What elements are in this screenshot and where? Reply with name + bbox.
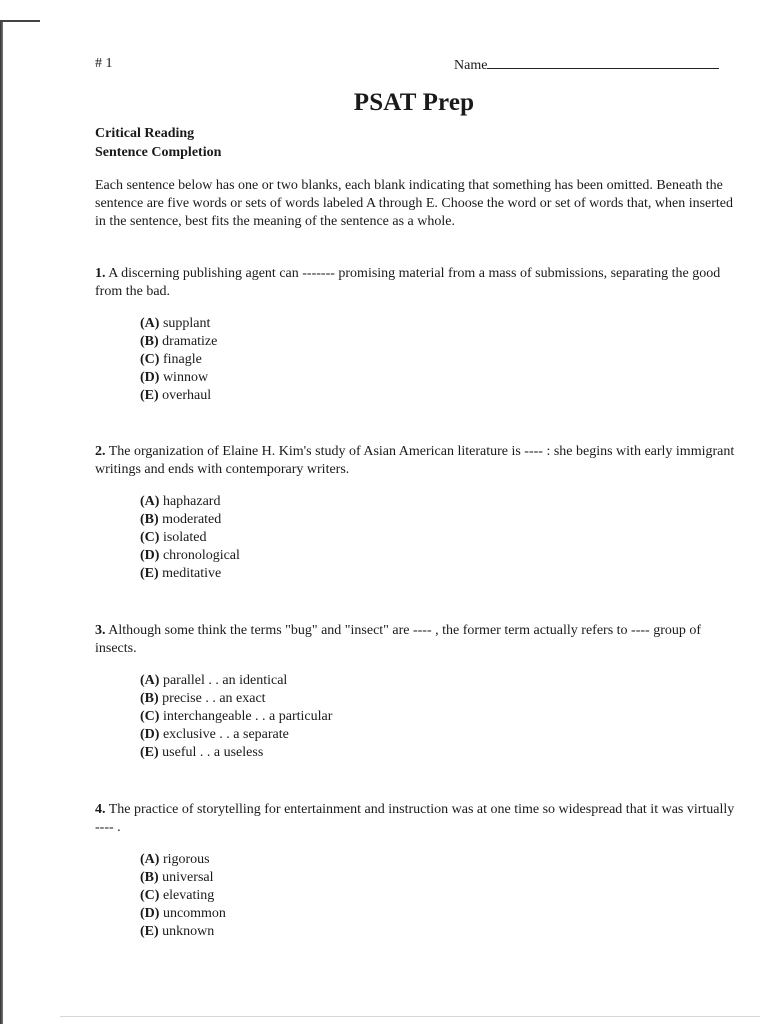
choice-letter: (C) (140, 352, 160, 367)
choice-letter: (B) (140, 870, 159, 885)
question-number: 4. (95, 802, 106, 817)
question-text: A discerning publishing agent can ------- promising material from a mass of submissions, separating the good from the bad. (95, 266, 721, 299)
page-title: PSAT Prep (353, 89, 475, 116)
question-number: 1. (95, 266, 106, 281)
choice-text: dramatize (162, 334, 218, 349)
choice-letter: (C) (140, 888, 160, 903)
choice-text: unknown (162, 924, 215, 939)
question-4 (95, 801, 740, 941)
answer-choices (140, 315, 740, 405)
choice-text: useful . . a useless (162, 745, 264, 760)
choice-letter: (E) (140, 745, 159, 760)
choice-letter: (A) (140, 852, 160, 867)
name-blank-line (487, 56, 719, 69)
choice-letter: (A) (140, 494, 160, 509)
choice-text: universal (162, 870, 214, 885)
answer-choices (140, 493, 740, 583)
answer-choice (140, 869, 740, 887)
answer-choice (140, 315, 740, 333)
question-3 (95, 622, 740, 762)
answer-choice (140, 565, 740, 583)
answer-choice (140, 851, 740, 869)
answer-choice (140, 387, 740, 405)
choice-letter: (E) (140, 566, 159, 581)
answer-choice (140, 511, 740, 529)
instructions-paragraph: Each sentence below has one or two blanks, each blank indicating that something has been omitted. Beneath the sentence are five words or sets of words labeled A through E. Choose the word or set of words that, when inserted in the sentence, best fits the meaning of the sentence as a whole. (95, 178, 734, 229)
answer-choice (140, 333, 740, 351)
question-text: The practice of storytelling for entertainment and instruction was at one time so widespread that it was virtually ---- . (95, 802, 735, 835)
answer-choice (140, 887, 740, 905)
question-number: 2. (95, 444, 106, 459)
choice-text: haphazard (162, 494, 221, 509)
section-type: Sentence Completion (95, 145, 222, 160)
choice-letter: (E) (140, 388, 159, 403)
question-stem (95, 265, 740, 301)
choice-letter: (D) (140, 370, 160, 385)
question-1 (95, 265, 740, 405)
name-field (454, 56, 719, 74)
choice-text: uncommon (162, 906, 226, 921)
choice-text: overhaul (162, 388, 212, 403)
answer-choice (140, 369, 740, 387)
answer-choice (140, 905, 740, 923)
answer-choice (140, 690, 740, 708)
choice-letter: (A) (140, 316, 160, 331)
scan-edge-top (0, 20, 40, 22)
question-text: The organization of Elaine H. Kim's study of Asian American literature is ---- : she begins with early immigrant writings and ends with contemporary writers. (95, 444, 735, 477)
choice-text: meditative (162, 566, 222, 581)
answer-choices (140, 851, 740, 941)
choice-text: chronological (162, 548, 240, 563)
section-heading (95, 124, 221, 162)
answer-choice (140, 351, 740, 369)
choice-letter: (B) (140, 691, 159, 706)
name-label: Name (454, 58, 488, 73)
section-subject: Critical Reading (95, 126, 195, 141)
choice-text: winnow (162, 370, 209, 385)
choice-letter: (C) (140, 709, 160, 724)
choice-letter: (B) (140, 334, 159, 349)
question-number: 3. (95, 623, 106, 638)
question-stem (95, 801, 740, 837)
choice-letter: (B) (140, 512, 159, 527)
choice-text: interchangeable . . a particular (162, 709, 333, 724)
scan-edge-bottom (60, 1016, 760, 1017)
answer-choice (140, 708, 740, 726)
document-number: # 1 (95, 56, 113, 71)
answer-choice (140, 547, 740, 565)
choice-text: finagle (162, 352, 202, 367)
answer-choice (140, 493, 740, 511)
answer-choice (140, 923, 740, 941)
answer-choice (140, 744, 740, 762)
choice-text: elevating (162, 888, 215, 903)
choice-letter: (D) (140, 727, 160, 742)
choice-text: precise . . an exact (162, 691, 266, 706)
answer-choice (140, 529, 740, 547)
question-text: Although some think the terms "bug" and "insect" are ---- , the former term actually refers to ---- group of insects. (95, 623, 702, 656)
choice-text: moderated (162, 512, 222, 527)
question-stem (95, 443, 740, 479)
choice-letter: (D) (140, 906, 160, 921)
choice-letter: (D) (140, 548, 160, 563)
choice-letter: (A) (140, 673, 160, 688)
choice-text: isolated (162, 530, 207, 545)
choice-text: exclusive . . a separate (162, 727, 289, 742)
choice-letter: (C) (140, 530, 160, 545)
choice-text: rigorous (162, 852, 210, 867)
answer-choice (140, 672, 740, 690)
scan-edge-left (0, 22, 3, 1024)
choice-text: parallel . . an identical (162, 673, 288, 688)
question-stem (95, 622, 740, 658)
question-2 (95, 443, 740, 583)
choice-text: supplant (162, 316, 211, 331)
answer-choice (140, 726, 740, 744)
choice-letter: (E) (140, 924, 159, 939)
header-row (95, 56, 725, 76)
answer-choices (140, 672, 740, 762)
